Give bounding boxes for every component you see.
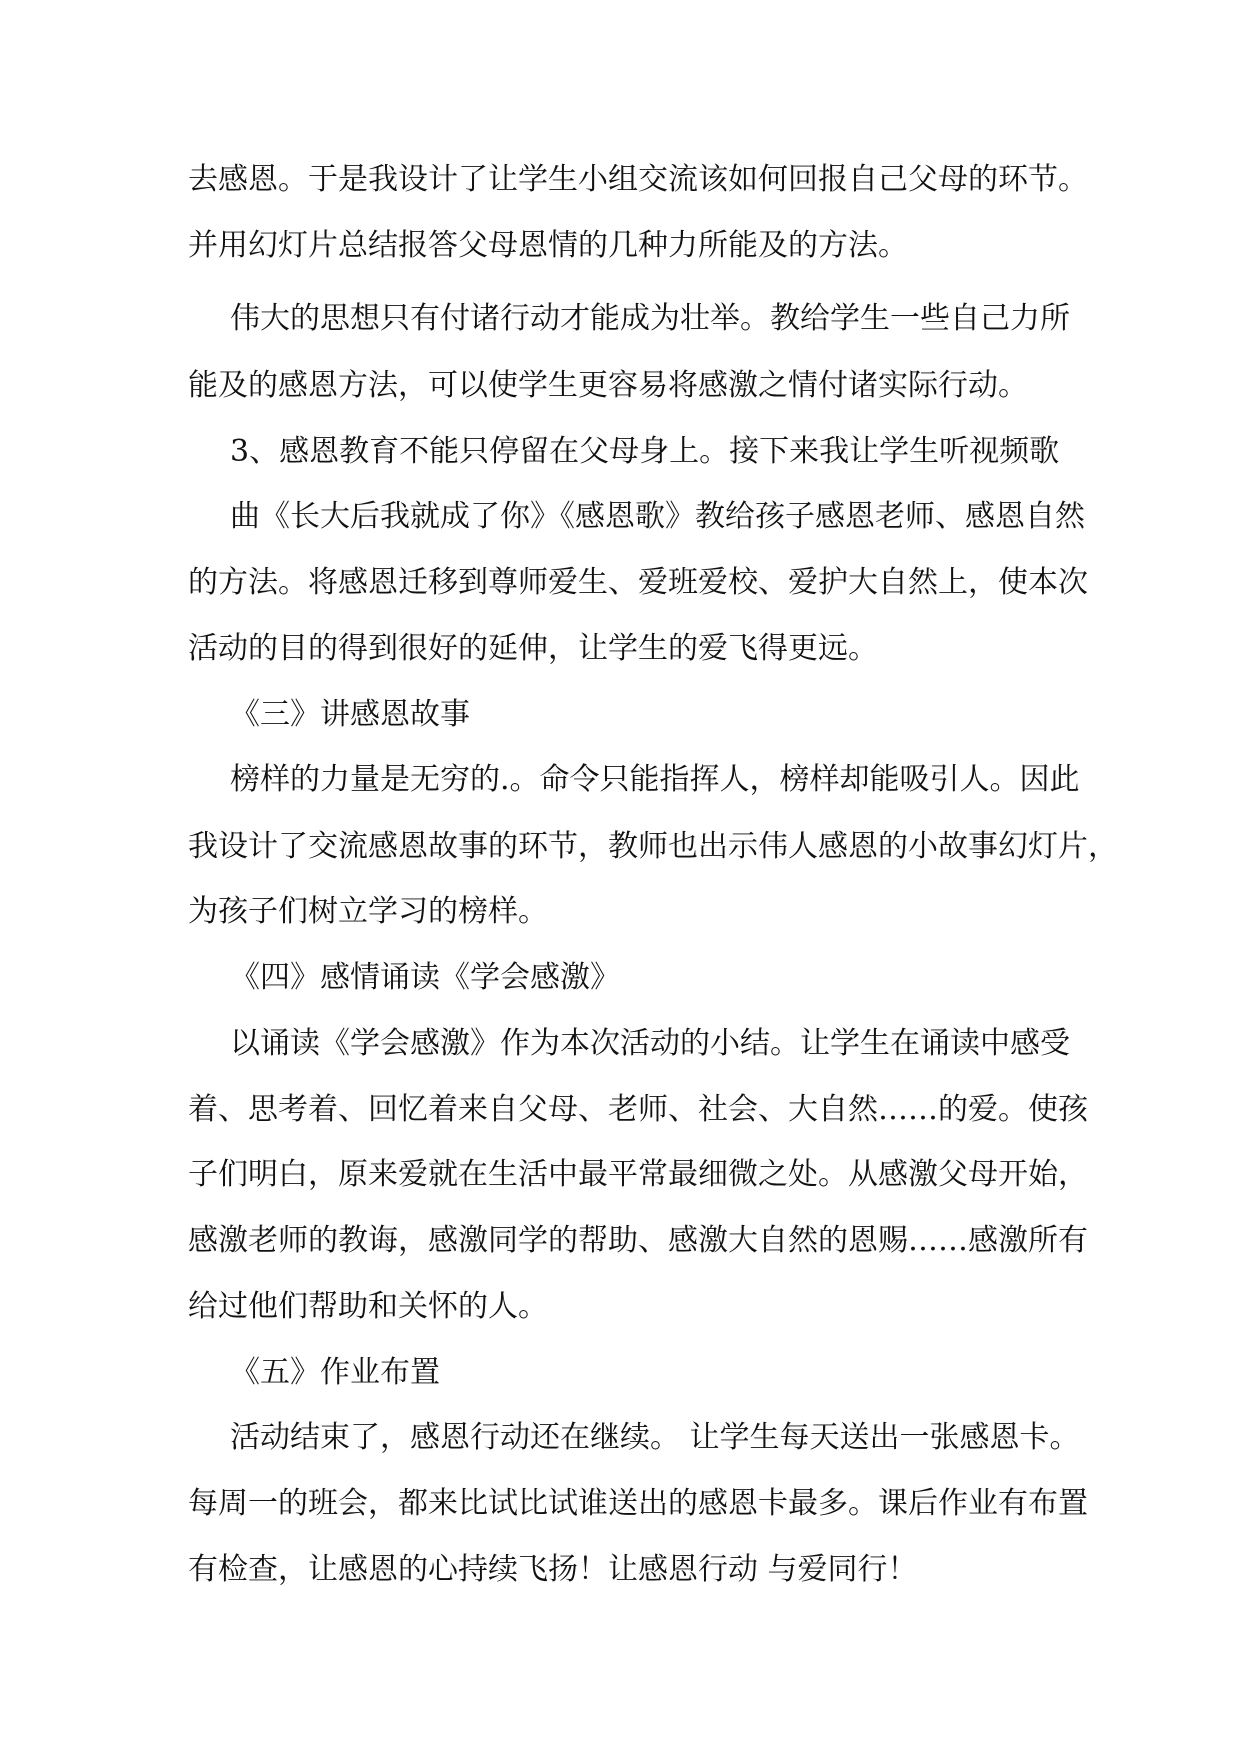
paragraph-line: 有检查，让感恩的心持续飞扬！让感恩行动 与爱同行！ <box>188 1552 918 1587</box>
paragraph-line: 活动的目的得到很好的延伸，让学生的爱飞得更远。 <box>188 631 878 666</box>
paragraph-line: 每周一的班会，都来比试比试谁送出的感恩卡最多。课后作业有布置 <box>188 1486 1088 1521</box>
paragraph-line: 3、感恩教育不能只停留在父母身上。接下来我让学生听视频歌 <box>230 434 1060 469</box>
section-heading: 《五》作业布置 <box>230 1355 440 1390</box>
paragraph-line: 感激老师的教诲，感激同学的帮助、感激大自然的恩赐……感激所有 <box>188 1223 1088 1258</box>
paragraph-line: 并用幻灯片总结报答父母恩情的几种力所能及的方法。 <box>188 228 908 263</box>
paragraph-line: 我设计了交流感恩故事的环节，教师也出示伟人感恩的小故事幻灯片， <box>188 829 1118 864</box>
section-heading: 《三》讲感恩故事 <box>230 697 470 732</box>
paragraph-line: 的方法。将感恩迁移到尊师爱生、爱班爱校、爱护大自然上，使本次 <box>188 565 1088 600</box>
paragraph-line: 伟大的思想只有付诸行动才能成为壮举。教给学生一些自己力所 <box>230 301 1070 336</box>
paragraph-line: 以诵读《学会感激》作为本次活动的小结。让学生在诵读中感受 <box>230 1026 1070 1061</box>
paragraph-line: 着、思考着、回忆着来自父母、老师、社会、大自然……的爱。使孩 <box>188 1092 1088 1127</box>
paragraph-line: 活动结束了，感恩行动还在继续。 让学生每天送出一张感恩卡。 <box>230 1420 1080 1455</box>
paragraph-line: 曲《长大后我就成了你》《感恩歌》教给孩子感恩老师、感恩自然 <box>230 499 1085 534</box>
paragraph-line: 给过他们帮助和关怀的人。 <box>188 1289 548 1324</box>
paragraph-line: 子们明白，原来爱就在生活中最平常最细微之处。从感激父母开始， <box>188 1157 1088 1192</box>
paragraph-line: 榜样的力量是无穷的.。命令只能指挥人，榜样却能吸引人。因此 <box>230 762 1080 797</box>
paragraph-line: 为孩子们树立学习的榜样。 <box>188 894 548 929</box>
paragraph-line: 去感恩。于是我设计了让学生小组交流该如何回报自己父母的环节。 <box>188 162 1088 197</box>
section-heading: 《四》感情诵读《学会感激》 <box>230 960 620 995</box>
paragraph-line: 能及的感恩方法，可以使学生更容易将感激之情付诸实际行动。 <box>188 368 1028 403</box>
